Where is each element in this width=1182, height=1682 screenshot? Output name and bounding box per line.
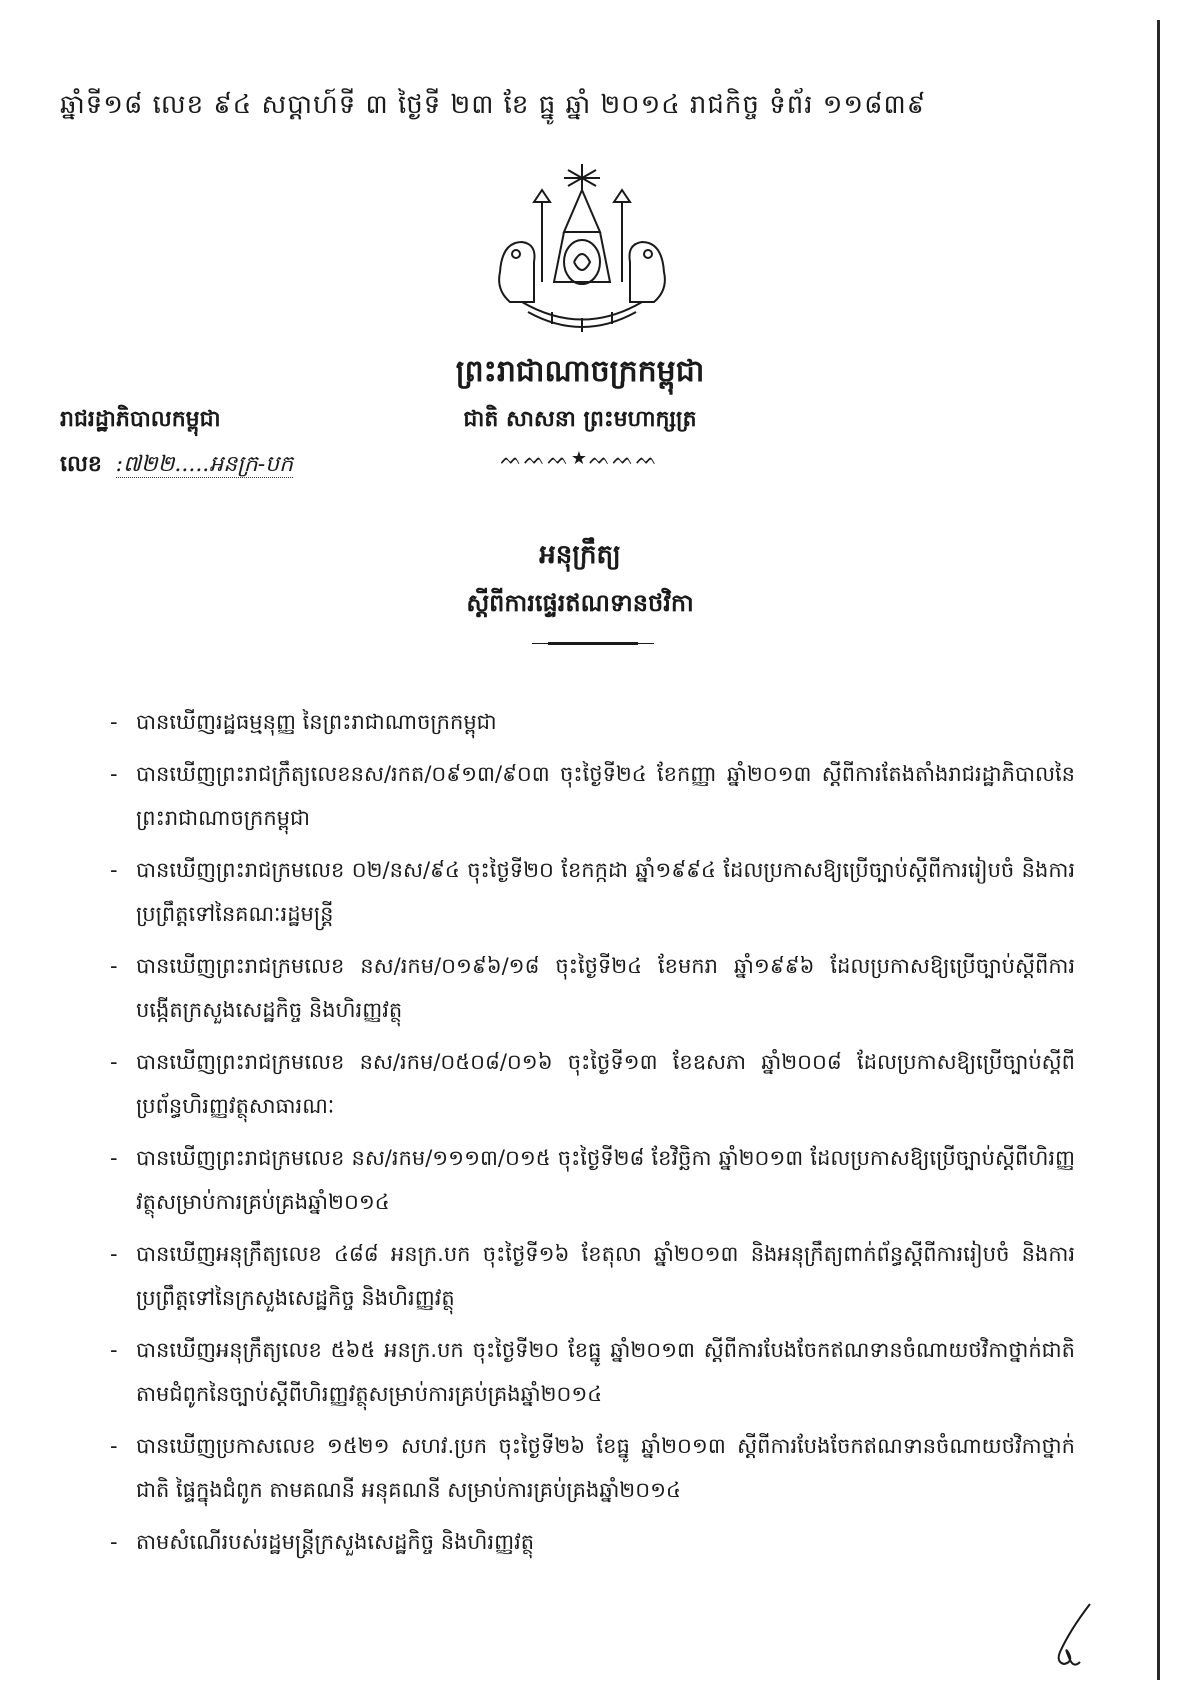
bullet-dash: - [110, 954, 118, 978]
bullet-dash: - [110, 1146, 118, 1170]
ornament-divider: ᨓᨓᨓ★ᨓᨓᨓ [500, 448, 660, 469]
kingdom-name: ព្រះរាជាណាចក្រកម្ពុជា [455, 354, 705, 389]
document-subject: ស្តីពីការផ្ទេរឥណទានថវិកា [466, 589, 694, 617]
document-type: អនុក្រឹត្យ [539, 540, 621, 570]
royal-coat-of-arms-icon [482, 162, 682, 342]
bullet-dash: - [110, 710, 118, 734]
bullet-dash: - [110, 1050, 118, 1074]
list-item [110, 1520, 1075, 1564]
citation-text: បានឃើញអនុក្រឹត្យលេខ ៥៦៥ អនក្រ.បក ចុះថ្ងៃទី២០ ខែធ្នូ ឆ្នាំ២០១៣ ស្តីពីការបែងចែកឥណទានចំណាយថវិកាថ្នាក់ជាតិ តាមជំពូកនៃច្បាប់ស្តីពីហិរញ្ញវត្ថុសម្រាប់ការគ្រប់គ្រងឆ្នាំ២០១៤ [136, 1338, 1075, 1406]
list-item [110, 752, 1075, 840]
bullet-dash: - [110, 1434, 118, 1458]
citation-text: បានឃើញព្រះរាជក្រមលេខ នស/រកម/១១១៣/០១៥ ចុះថ្ងៃទី២៨ ខែវិច្ឆិកា ឆ្នាំ២០១៣ ដែលប្រកាសឱ្យប្រើច្បាប់ស្តីពីហិរញ្ញវត្ថុសម្រាប់ការគ្រប់គ្រងឆ្នាំ២០១៤ [136, 1146, 1075, 1214]
legal-basis-list [110, 700, 1075, 1572]
list-item [110, 700, 1075, 744]
document-number-label: លេខ [60, 452, 102, 477]
list-item [110, 1328, 1075, 1416]
bullet-dash: - [110, 1530, 118, 1554]
list-item [110, 944, 1075, 1032]
national-motto: ជាតិ សាសនា ព្រះមហាក្សត្រ [463, 407, 697, 432]
list-item [110, 1424, 1075, 1512]
bullet-dash: - [110, 1338, 118, 1362]
citation-text: បានឃើញរដ្ឋធម្មនុញ្ញ នៃព្រះរាជាណាចក្រកម្ពុជា [136, 710, 497, 734]
list-item [110, 1136, 1075, 1224]
document-number [60, 450, 293, 482]
issuing-government: រាជរដ្ឋាភិបាលកម្ពុជា [60, 407, 221, 432]
bullet-dash: - [110, 858, 118, 882]
citation-text: បានឃើញប្រកាសលេខ ១៥២១ សហវ.ប្រក ចុះថ្ងៃទី២៦ ខែធ្នូ ឆ្នាំ២០១៣ ស្តីពីការបែងចែកឥណទានចំណាយថវិកាថ្នាក់ជាតិ ផ្ទៃក្នុងជំពូក តាមគណនី អនុគណនី សម្រាប់ការគ្រប់គ្រងឆ្នាំ២០១៤ [136, 1434, 1075, 1502]
citation-text: បានឃើញព្រះរាជក្រមលេខ នស/រកម/០៥០៨/០១៦ ចុះថ្ងៃទី១៣ ខែឧសភា ឆ្នាំ២០០៨ ដែលប្រកាសឱ្យប្រើច្បាប់ស្តីពីប្រព័ន្ធហិរញ្ញវត្ថុសាធារណៈ [136, 1050, 1075, 1118]
citation-text: បានឃើញព្រះរាជក្រមលេខ នស/រកម/០១៩៦/១៨ ចុះថ្ងៃទី២៤ ខែមករា ឆ្នាំ១៩៩៦ ដែលប្រកាសឱ្យប្រើច្បាប់ស្តីពីការបង្កើតក្រសួងសេដ្ឋកិច្ច និងហិរញ្ញវត្ថុ [136, 954, 1075, 1022]
bullet-dash: - [110, 1242, 118, 1266]
document-number-value: :៧២២.....អនក្រ-បក [115, 452, 294, 477]
list-item [110, 848, 1075, 936]
citation-text: តាមសំណើរបស់រដ្ឋមន្ត្រីក្រសួងសេដ្ឋកិច្ច និងហិរញ្ញវត្ថុ [136, 1530, 535, 1554]
gazette-header: ឆ្នាំទី១៨ លេខ ៩៤ សប្តាហ៍ទី ៣ ថ្ងៃទី ២៣ ខែ ធ្នូ ឆ្នាំ ២០១៤ រាជកិច្ច ទំព័រ ១១៨៣៩ [60, 90, 927, 120]
scan-border-line [1157, 20, 1160, 1680]
citation-text: បានឃើញព្រះរាជក្រឹត្យលេខនស/រកត/០៩១៣/៩០៣ ចុះថ្ងៃទី២៤ ខែកញ្ញា ឆ្នាំ២០១៣ ស្តីពីការតែងតាំងរាជរដ្ឋាភិបាលនៃព្រះរាជាណាចក្រកម្ពុជា [136, 762, 1075, 830]
citation-text: បានឃើញអនុក្រឹត្យលេខ ៤៨៨ អនក្រ.បក ចុះថ្ងៃទី១៦ ខែតុលា ឆ្នាំ២០១៣ និងអនុក្រឹត្យពាក់ព័ន្ធស្តីពីការរៀបចំ និងការប្រព្រឹត្តទៅនៃក្រសួងសេដ្ឋកិច្ច និងហិរញ្ញវត្ថុ [136, 1242, 1075, 1310]
list-item [110, 1040, 1075, 1128]
handwritten-initial-icon [1040, 1600, 1100, 1670]
title-divider [548, 642, 638, 645]
bullet-dash: - [110, 762, 118, 786]
list-item [110, 1232, 1075, 1320]
citation-text: បានឃើញព្រះរាជក្រមលេខ ០២/នស/៩៤ ចុះថ្ងៃទី២០ ខែកក្កដា ឆ្នាំ១៩៩៤ ដែលប្រកាសឱ្យប្រើច្បាប់ស្តីពីការរៀបចំ និងការប្រព្រឹត្តទៅនៃគណៈរដ្ឋមន្ត្រី [136, 858, 1075, 926]
